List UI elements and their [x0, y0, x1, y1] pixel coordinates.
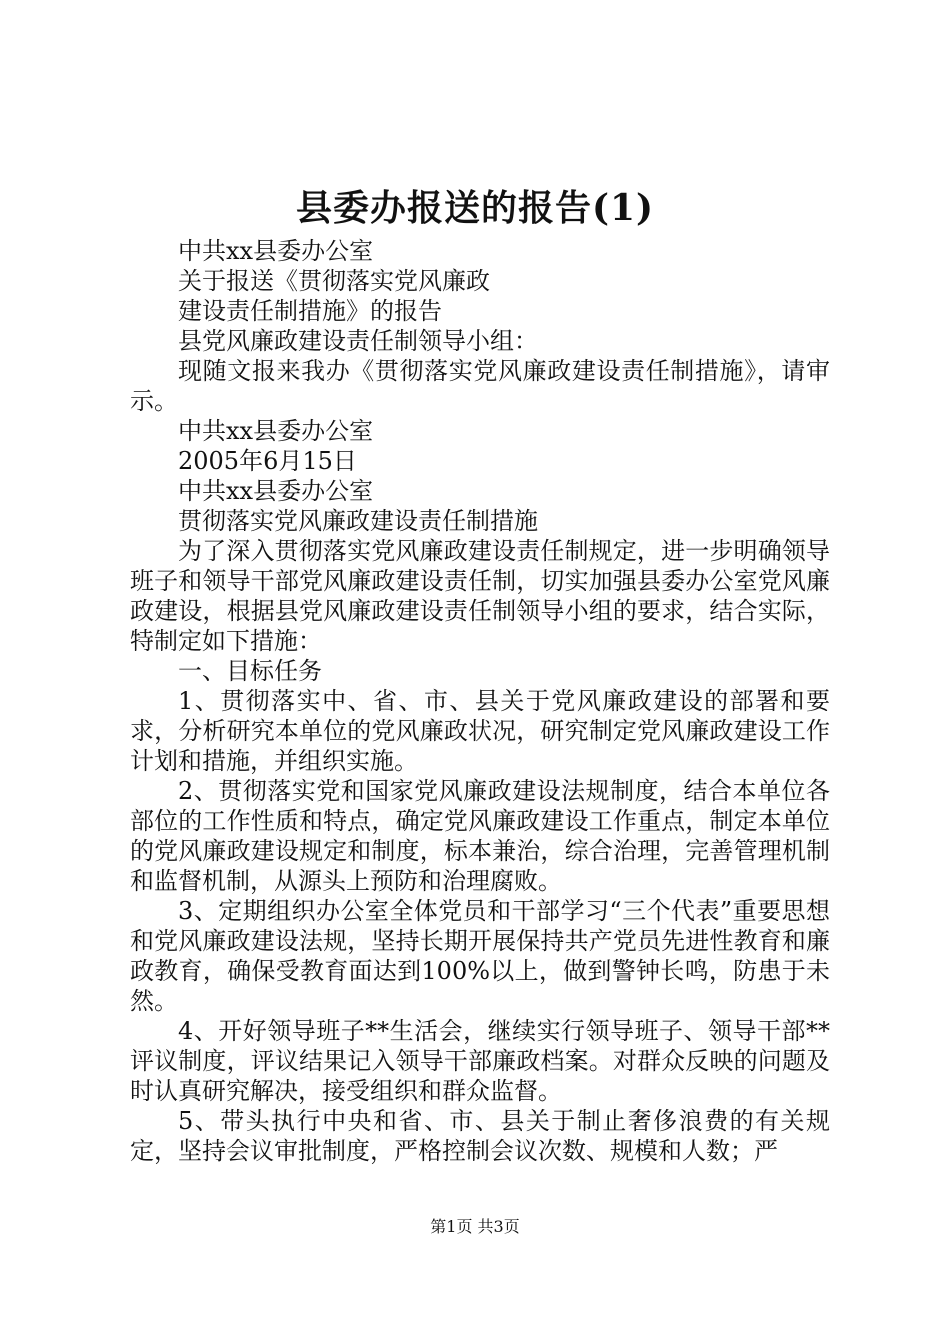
body-paragraph: 3、定期组织办公室全体党员和干部学习“三个代表”重要思想和党风廉政建设法规，坚持长期开展保持共产党员先进性教育和廉政教育，确保受教育面达到100%以上，做到警钟长鸣，防患于未然。 [130, 897, 830, 1015]
signature-date: 2005年6月15日 [178, 447, 357, 475]
signature-issuer: 中共xx县委办公室 [178, 417, 374, 445]
body-paragraph: 5、带头执行中央和省、市、县关于制止奢侈浪费的有关规定，坚持会议审批制度，严格控制会议次数、规模和人数；严 [130, 1107, 830, 1165]
body-paragraph: 4、开好领导班子**生活会，继续实行领导班子、领导干部**评议制度，评议结果记入领导干部廉政档案。对群众反映的问题及时认真研究解决，接受组织和群众监督。 [130, 1017, 830, 1105]
page-footer: 第1页 共3页 [430, 1217, 520, 1236]
section-heading: 一、目标任务 [178, 657, 322, 685]
report-title-line-1: 关于报送《贯彻落实党风廉政 [178, 267, 490, 295]
document-body [130, 236, 830, 1166]
header-issuer: 中共xx县委办公室 [178, 237, 374, 265]
body-paragraph: 为了深入贯彻落实党风廉政建设责任制规定，进一步明确领导班子和领导干部党风廉政建设责任制，切实加强县委办公室党风廉政建设，根据县党风廉政建设责任制领导小组的要求，结合实际，特制定如下措施： [130, 537, 830, 655]
body-paragraph: 2、贯彻落实党和国家党风廉政建设法规制度，结合本单位各部位的工作性质和特点，确定党风廉政建设工作重点，制定本单位的党风廉政建设规定和制度，标本兼治，综合治理，完善管理机制和监督机制，从源头上预防和治理腐败。 [130, 777, 830, 895]
report-title-line-2: 建设责任制措施》的报告 [178, 297, 442, 325]
attachment-title: 贯彻落实党风廉政建设责任制措施 [178, 507, 538, 535]
body-paragraph: 1、贯彻落实中、省、市、县关于党风廉政建设的部署和要求，分析研究本单位的党风廉政状况，研究制定党风廉政建设工作计划和措施，并组织实施。 [130, 687, 830, 775]
body-paragraph: 现随文报来我办《贯彻落实党风廉政建设责任制措施》，请审示。 [130, 357, 830, 415]
document-title: 县委办报送的报告(1) [295, 187, 655, 229]
attachment-issuer: 中共xx县委办公室 [178, 477, 374, 505]
recipient: 县党风廉政建设责任制领导小组： [178, 327, 538, 355]
